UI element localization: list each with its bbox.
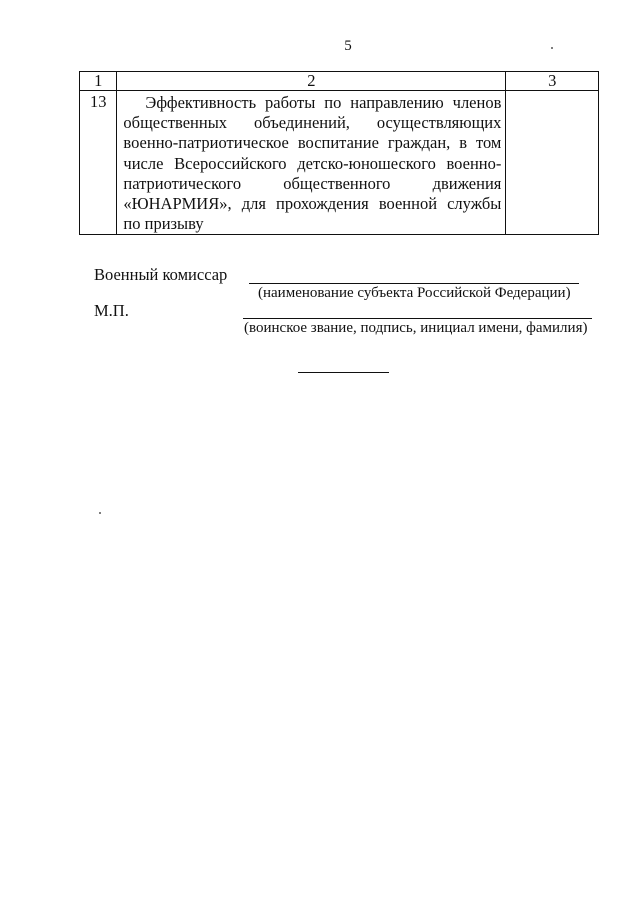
table-header-cell: 2	[117, 72, 506, 91]
scan-speck	[551, 47, 553, 49]
stamp-place-label: М.П.	[94, 301, 129, 320]
row-description-cell	[117, 91, 506, 235]
end-of-document-rule	[298, 372, 389, 373]
description-line: числе Всероссийского детско-юношеского военно-	[123, 153, 502, 173]
subject-caption: (наименование субъекта Российской Федерации)	[258, 285, 571, 301]
description-line: «ЮНАРМИЯ», для прохождения военной службы	[123, 194, 502, 214]
description-line: общественных объединений, осуществляющих	[123, 113, 502, 133]
table-row	[80, 91, 599, 235]
subject-signature-line	[249, 283, 579, 284]
scan-speck	[99, 512, 101, 514]
row-value-cell	[506, 91, 599, 235]
description-line: патриотического общественного движения	[123, 173, 502, 193]
description-line: по призыву	[123, 214, 204, 234]
table-header-cell: 3	[506, 72, 599, 91]
description-line: Эффективность работы по направлению членов	[145, 93, 502, 112]
indicators-table	[79, 71, 599, 235]
rank-caption: (воинское звание, подпись, инициал имени, фамилия)	[244, 320, 588, 336]
row-number-cell: 13	[80, 91, 117, 235]
page-number: 5	[344, 38, 352, 54]
table-header-row	[80, 72, 599, 91]
commissar-label: Военный комиссар	[94, 265, 228, 284]
table-header-cell: 1	[80, 72, 117, 91]
description-line: военно-патриотическое воспитание граждан, в том	[123, 133, 502, 153]
rank-signature-line	[243, 318, 592, 319]
